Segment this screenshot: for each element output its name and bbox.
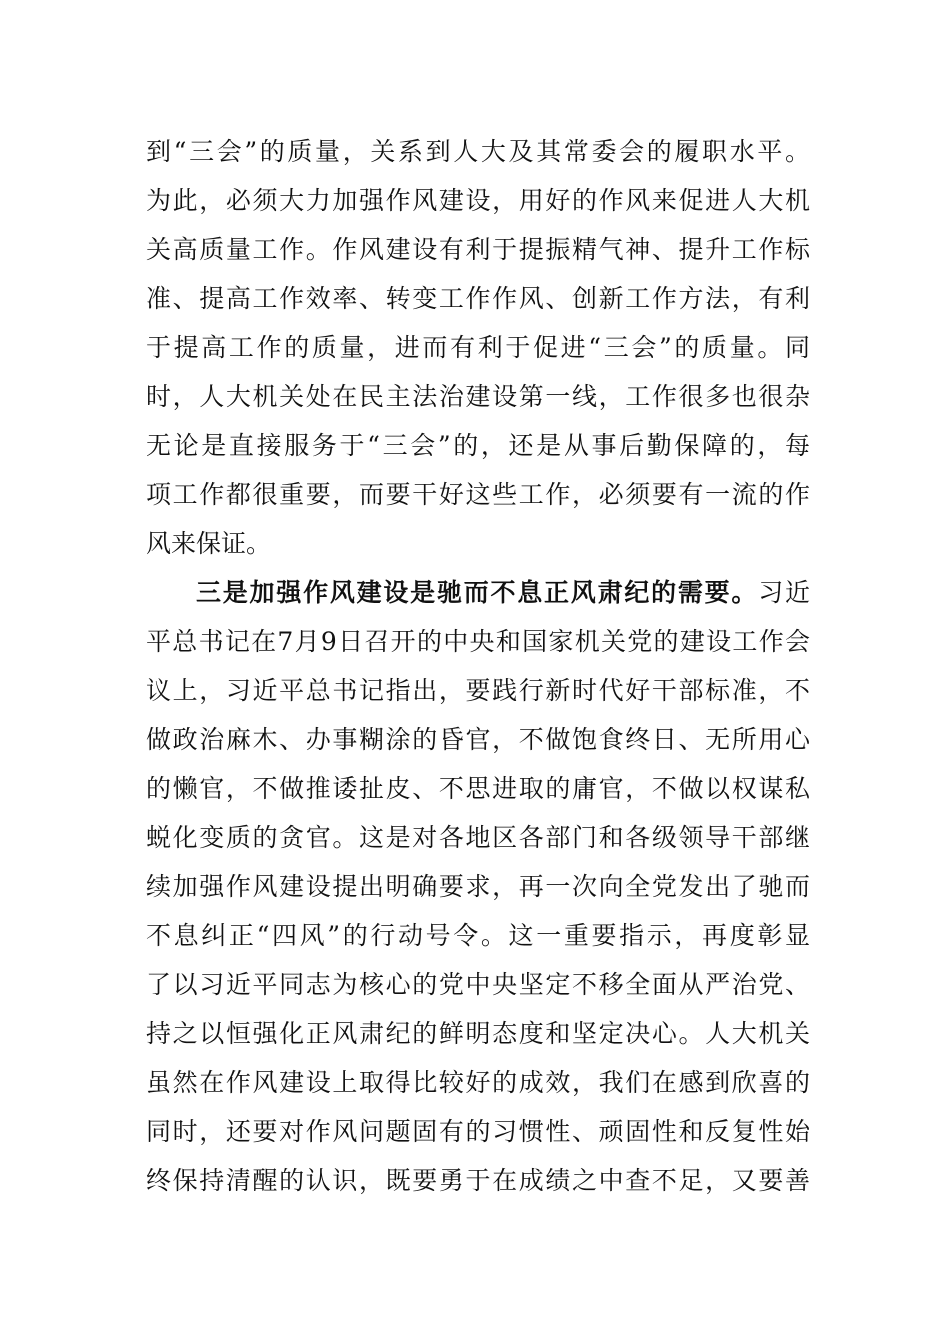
text-line: 到“三会”的质量，关系到人大及其常委会的履职水平。 (146, 137, 810, 166)
text-line: 准、提高工作效率、转变工作作风、创新工作方法，有利 (146, 284, 810, 313)
document-body (146, 127, 810, 1205)
text-line: 风来保证。 (146, 529, 272, 558)
text-line: 续加强作风建设提出明确要求，再一次向全党发出了驰而 (146, 872, 810, 901)
text-line: 无论是直接服务于“三会”的，还是从事后勤保障的，每 (146, 431, 810, 460)
text-line: 关高质量工作。作风建设有利于提振精气神、提升工作标 (146, 235, 810, 264)
text-line: 不息纠正“四风”的行动号令。这一重要指示，再度彰显 (146, 921, 810, 950)
text-line: 同时，还要对作风问题固有的习惯性、顽固性和反复性始 (146, 1117, 810, 1146)
section-heading: 三是加强作风建设是驰而不息正风肃纪的需要。 (196, 578, 759, 607)
text-line: 终保持清醒的认识，既要勇于在成绩之中查不足，又要善 (146, 1166, 810, 1195)
text-line: 时，人大机关处在民主法治建设第一线，工作很多也很杂 (146, 382, 810, 411)
text-line: 平总书记在7月9日召开的中央和国家机关党的建设工作会 (146, 627, 810, 656)
text-line: 持之以恒强化正风肃纪的鲜明态度和坚定决心。人大机关 (146, 1019, 810, 1048)
heading-line-rest: 习近 (758, 578, 810, 607)
text-line: 了以习近平同志为核心的党中央坚定不移全面从严治党、 (146, 970, 810, 999)
text-line: 虽然在作风建设上取得比较好的成效，我们在感到欣喜的 (146, 1068, 810, 1097)
text-line: 蜕化变质的贪官。这是对各地区各部门和各级领导干部继 (146, 823, 810, 852)
text-line: 项工作都很重要，而要干好这些工作，必须要有一流的作 (146, 480, 810, 509)
text-line: 的懒官，不做推诿扯皮、不思进取的庸官，不做以权谋私 (146, 774, 810, 803)
text-line: 为此，必须大力加强作风建设，用好的作风来促进人大机 (146, 186, 810, 215)
paragraph-2 (146, 568, 810, 1205)
text-line: 议上，习近平总书记指出，要践行新时代好干部标准，不 (146, 676, 810, 705)
paragraph-1 (146, 127, 810, 568)
text-line: 做政治麻木、办事糊涂的昏官，不做饱食终日、无所用心 (146, 725, 810, 754)
text-line: 于提高工作的质量，进而有利于促进“三会”的质量。同 (146, 333, 810, 362)
paragraph-first-line (146, 568, 810, 617)
